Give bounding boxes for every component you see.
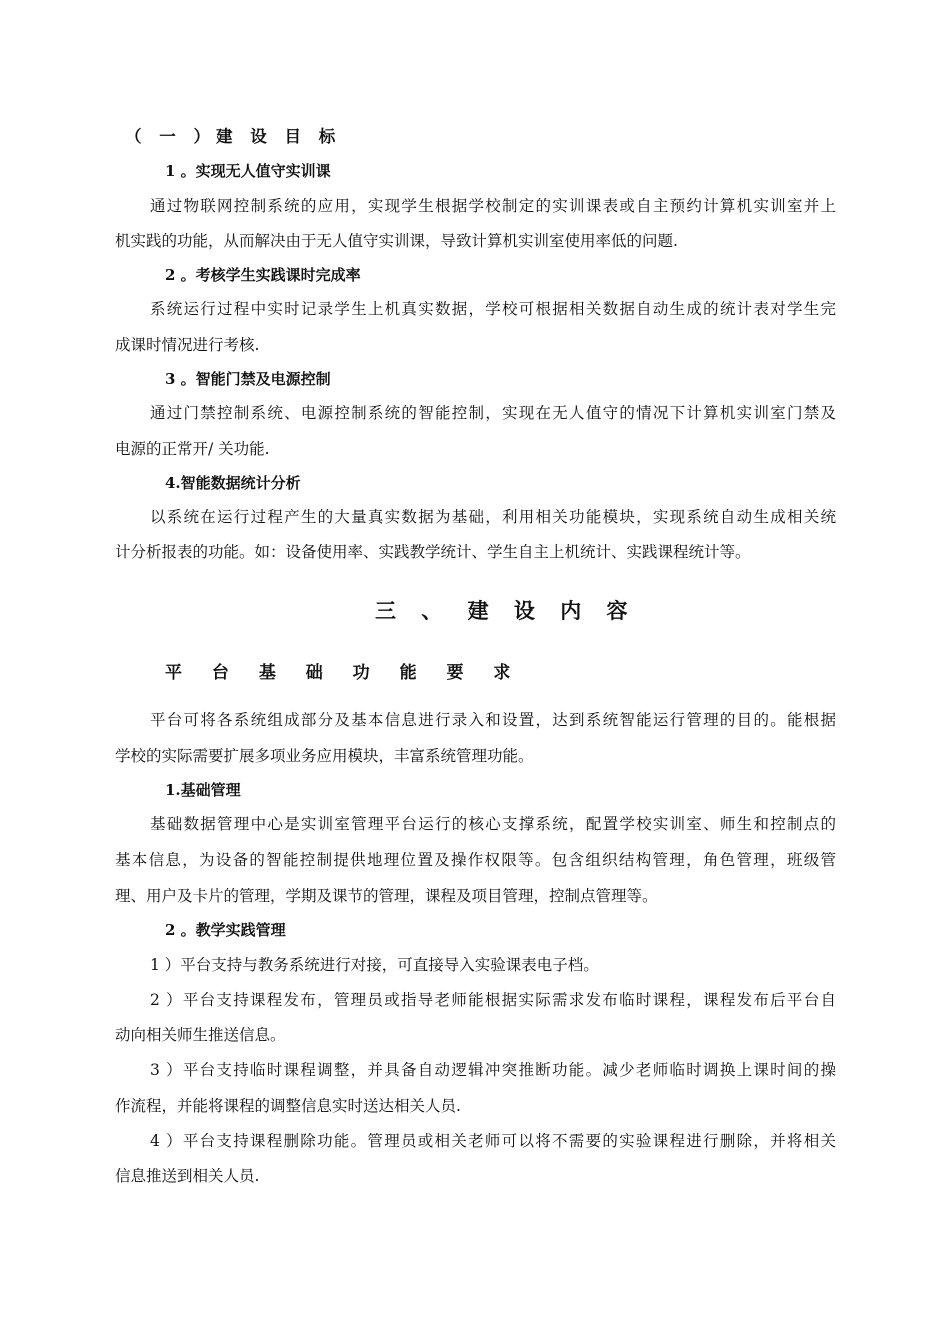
goal-3-title: 3 。智能门禁及电源控制 — [165, 370, 331, 388]
goal-3-text-line2: 电源的正常开/ 关功能. — [115, 440, 270, 458]
section-heading-goals: （ 一 ）建 设 目 标 — [125, 127, 342, 146]
goal-1-text-line1: 通过物联网控制系统的应用，实现学生根据学校制定的实训课表或自主预约计算机实训室并上 — [150, 197, 836, 215]
teaching-point-2-line2: 动向相关师生推送信息。 — [115, 1026, 286, 1044]
platform-intro-line2: 学校的实际需要扩展多项业务应用模块，丰富系统管理功能。 — [115, 747, 534, 765]
section-heading-content: 三 、 建 设 内 容 — [375, 598, 637, 623]
teaching-point-2-line1: 2 ）平台支持课程发布，管理员或指导老师能根据实际需求发布临时课程，课程发布后平台自 — [150, 991, 836, 1009]
teaching-point-4-line1: 4 ）平台支持课程删除功能。管理员或相关老师可以将不需要的实验课程进行删除，并将相关 — [150, 1132, 836, 1150]
goal-4-text-line2: 计分析报表的功能。如：设备使用率、实践教学统计、学生自主上机统计、实践课程统计等。 — [115, 543, 751, 561]
goal-2-title: 2 。考核学生实践课时完成率 — [165, 266, 361, 284]
goal-4-title: 4.智能数据统计分析 — [165, 474, 301, 492]
teaching-point-3-line2: 作流程，并能将课程的调整信息实时送达相关人员. — [115, 1097, 461, 1115]
basic-management-title: 1.基础管理 — [165, 781, 241, 799]
basic-management-line3: 理、用户及卡片的管理，学期及课节的管理，课程及项目管理，控制点管理等。 — [115, 887, 658, 905]
goal-2-text-line1: 系统运行过程中实时记录学生上机真实数据，学校可根据相关数据自动生成的统计表对学生完 — [150, 300, 836, 318]
teaching-point-3-line1: 3 ）平台支持临时课程调整，并具备自动逻辑冲突推断功能。减少老师临时调换上课时间的操 — [150, 1061, 836, 1079]
teaching-point-1: 1 ）平台支持与教务系统进行对接，可直接导入实验课表电子档。 — [150, 956, 599, 974]
goal-2-text-line2: 成课时情况进行考核. — [115, 336, 260, 354]
goal-1-title: 1 。实现无人值守实训课 — [165, 162, 331, 180]
basic-management-line2: 基本信息，为设备的智能控制提供地理位置及操作权限等。包含组织结构管理，角色管理，班级管 — [115, 851, 836, 869]
goal-1-text-line2: 机实践的功能，从而解决由于无人值守实训课，导致计算机实训室使用率低的问题. — [115, 232, 678, 250]
teaching-point-4-line2: 信息推送到相关人员. — [115, 1167, 260, 1185]
goal-4-text-line1: 以系统在运行过程产生的大量真实数据为基础，利用相关功能模块，实现系统自动生成相关统 — [150, 508, 836, 526]
teaching-practice-title: 2 。教学实践管理 — [165, 921, 286, 939]
goal-3-text-line1: 通过门禁控制系统、电源控制系统的智能控制，实现在无人值守的情况下计算机实训室门禁及 — [150, 404, 836, 422]
subsection-heading-platform: 平 台 基 础 功 能 要 求 — [165, 663, 523, 683]
platform-intro-line1: 平台可将各系统组成部分及基本信息进行录入和设置，达到系统智能运行管理的目的。能根据 — [150, 711, 836, 729]
basic-management-line1: 基础数据管理中心是实训室管理平台运行的核心支撑系统，配置学校实训室、师生和控制点的 — [150, 815, 836, 833]
